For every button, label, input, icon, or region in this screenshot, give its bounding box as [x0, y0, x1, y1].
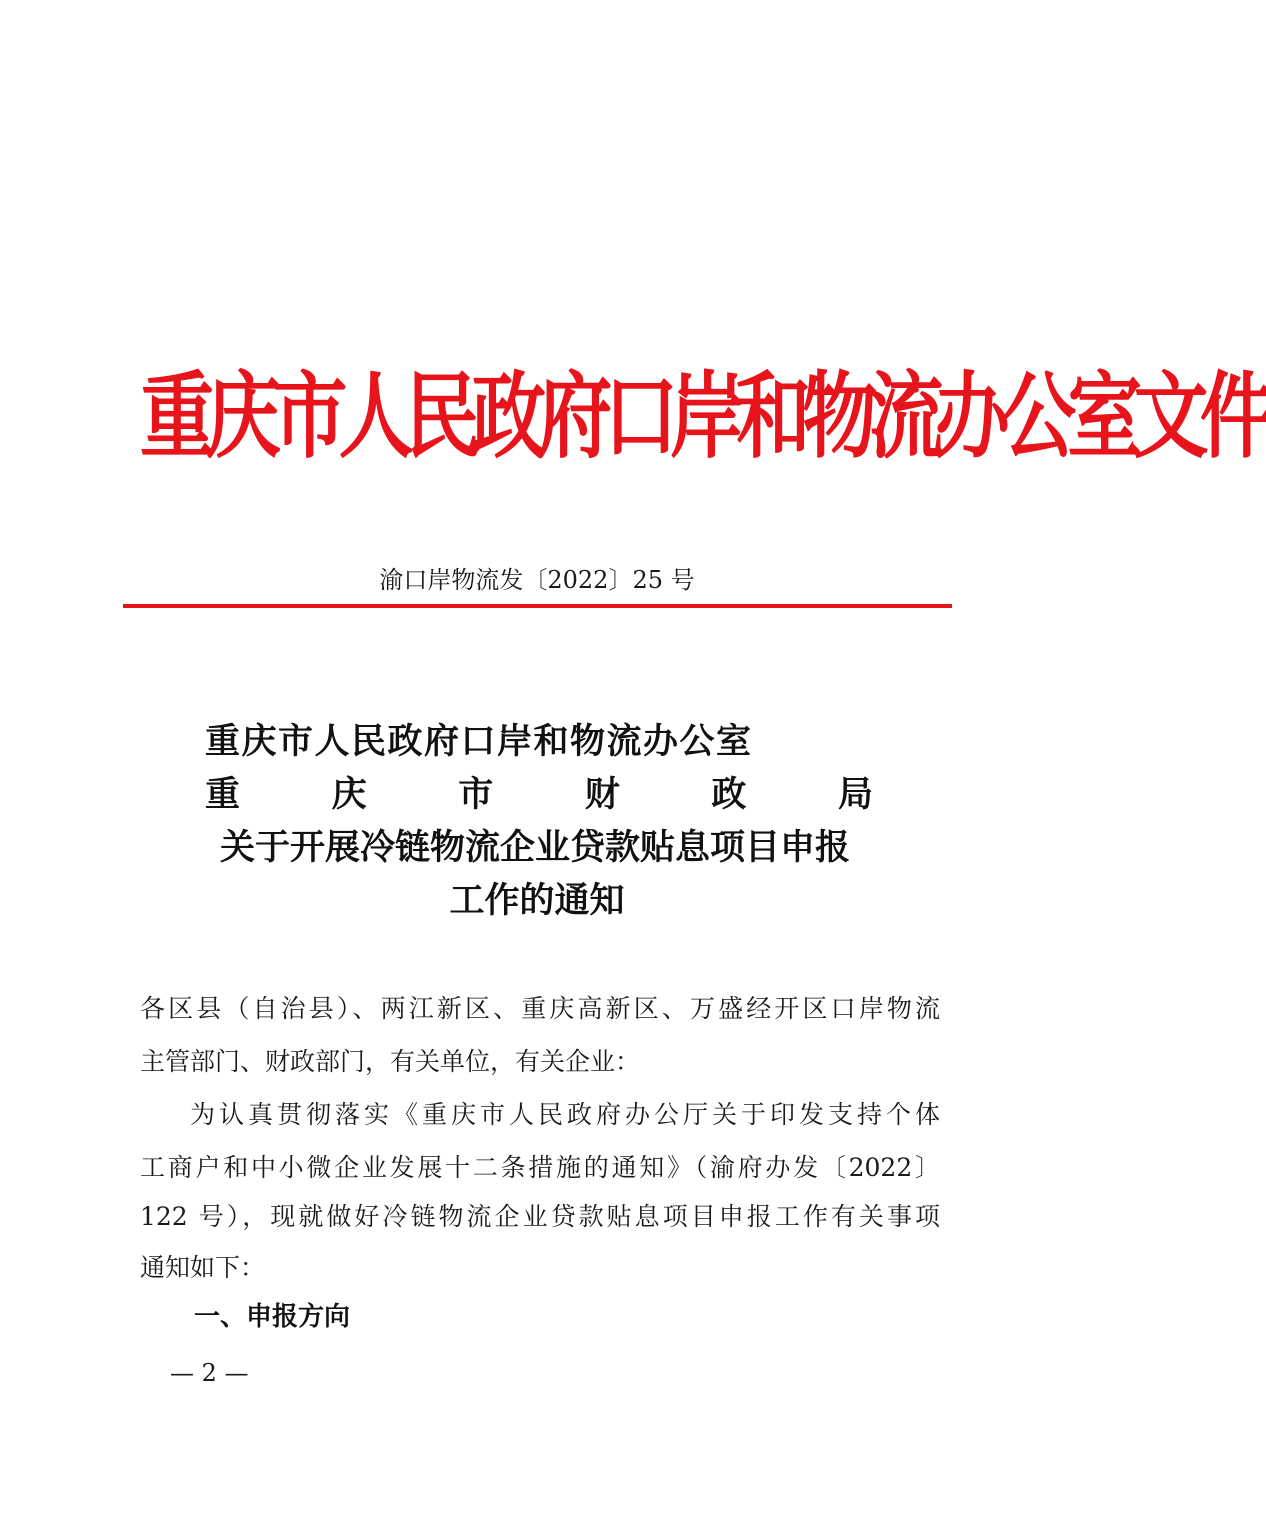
issuer-finance-char: 市: [458, 774, 494, 815]
masthead-title: 重庆市人民政府口岸和物流办公室文件: [140, 362, 1266, 472]
issuer-finance-char: 政: [711, 774, 747, 815]
body-line-paragraph-4: 通知如下：: [140, 1253, 266, 1282]
body-line-paragraph-3: 122 号），现就做好冷链物流企业贷款贴息项目申报工作有关事项: [140, 1202, 940, 1231]
body-line-recipients-2: 主管部门、财政部门，有关单位，有关企业：: [140, 1047, 641, 1076]
issuer-finance-bureau: [205, 774, 873, 816]
page-number: — 2 —: [170, 1359, 249, 1387]
issuer-finance-char: 财: [584, 774, 620, 815]
notice-title-line-1: 关于开展冷链物流企业贷款贴息项目申报: [219, 827, 850, 868]
issuer-office: 重庆市人民政府口岸和物流办公室: [205, 721, 753, 762]
section-heading: 一、申报方向: [194, 1302, 351, 1332]
issuer-finance-char: 重: [205, 774, 241, 815]
issuer-finance-char: 庆: [331, 774, 367, 815]
document-number: 渝口岸物流发〔2022〕25 号: [379, 566, 695, 594]
notice-title-line-2: 工作的通知: [449, 880, 625, 921]
body-line-paragraph-1: 为认真贯彻落实《重庆市人民政府办公厅关于印发支持个体: [190, 1100, 940, 1129]
issuer-finance-char: 局: [837, 774, 873, 815]
body-line-recipients-1: 各区县（自治县）、两江新区、重庆高新区、万盛经开区口岸物流: [140, 994, 940, 1023]
body-line-paragraph-2: 工商户和中小微企业发展十二条措施的通知》（渝府办发〔2022〕: [140, 1153, 940, 1182]
red-separator-line: [123, 604, 952, 608]
